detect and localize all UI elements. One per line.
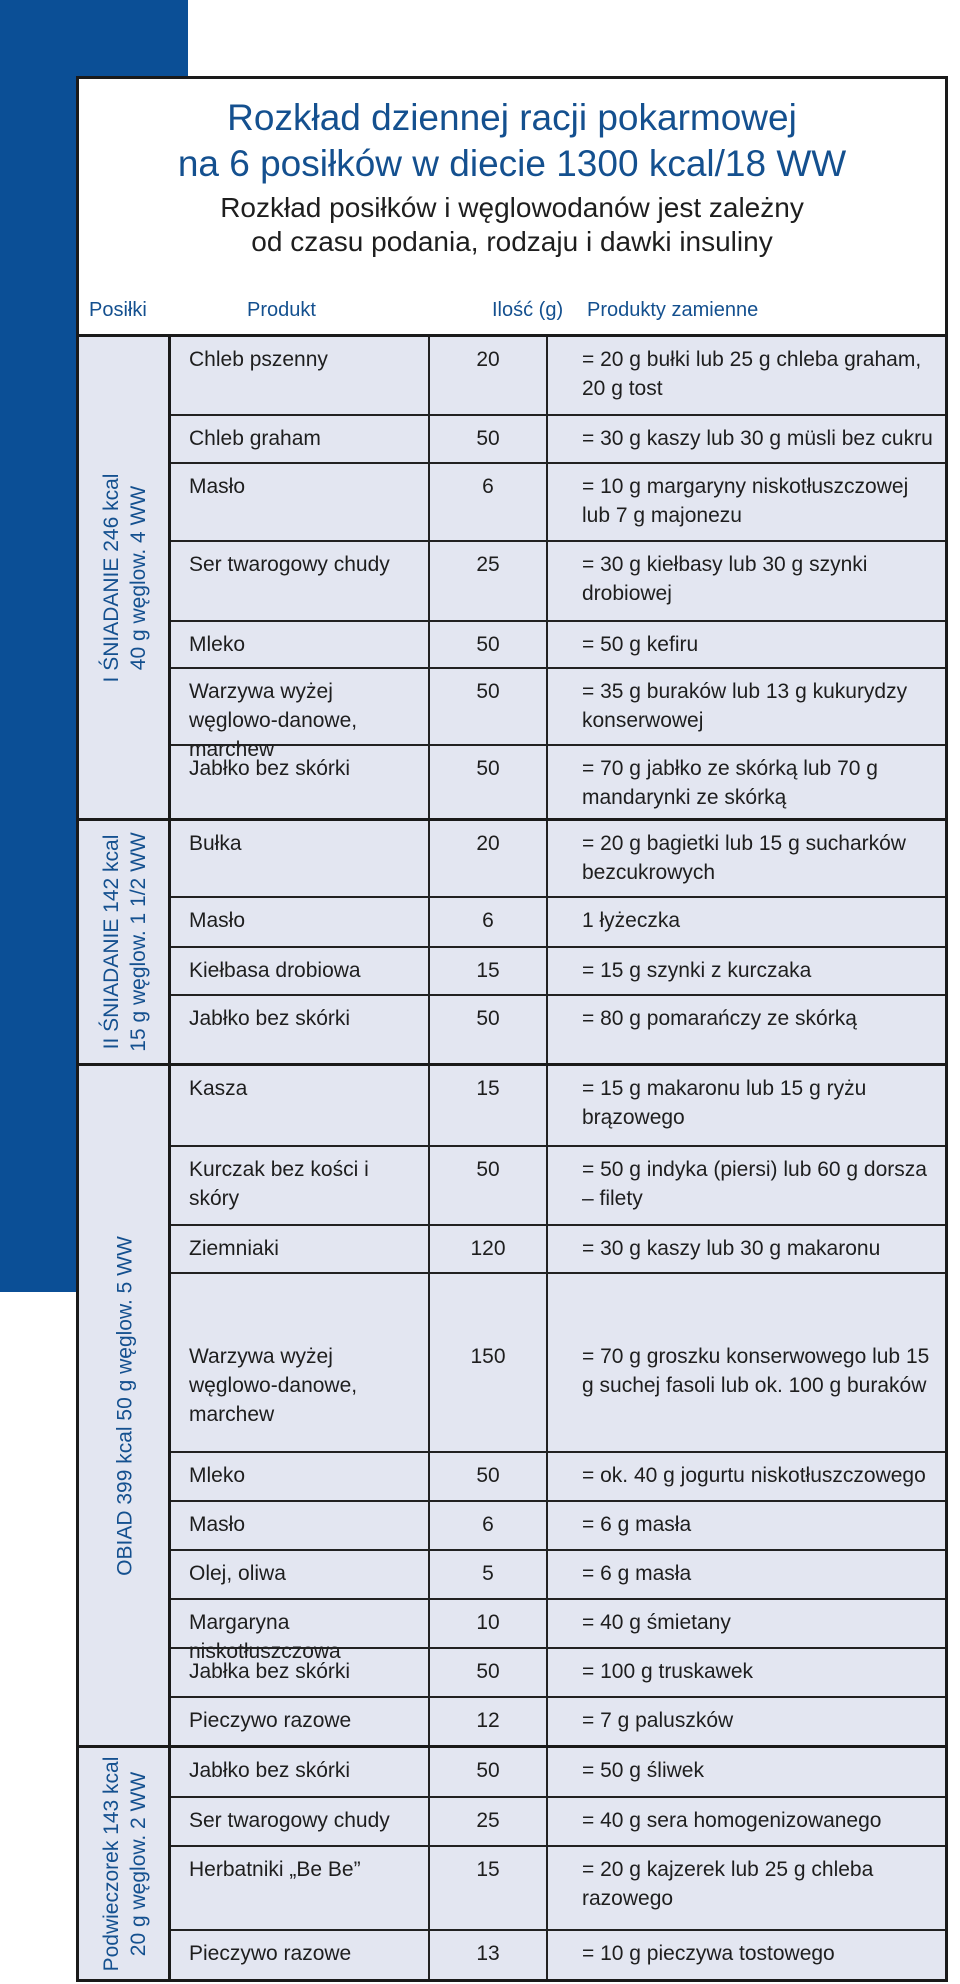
replacement-cell: = 40 g sera homogenizowanego bbox=[582, 1809, 882, 1832]
meal-label-line-1: OBIAD 399 kcal 50 g węglow. 5 WW bbox=[113, 1235, 137, 1576]
product-cell: Chleb graham bbox=[189, 427, 321, 450]
replacement-cell: = 100 g truskawek bbox=[582, 1660, 754, 1683]
table-row bbox=[171, 1748, 945, 1796]
replacement-cell: = 20 g kajzerek lub 25 g chleba razowego bbox=[582, 1858, 874, 1910]
header-meals: Posiłki bbox=[89, 299, 147, 321]
product-cell: Mleko bbox=[189, 1464, 246, 1487]
meal-label-cell bbox=[79, 1066, 171, 1745]
qty-cell: 50 bbox=[476, 1007, 500, 1030]
qty-cell: 50 bbox=[476, 1464, 500, 1487]
table-row bbox=[171, 337, 945, 414]
table-row bbox=[171, 896, 945, 948]
qty-cell: 25 bbox=[476, 553, 500, 576]
header-qty: Ilość (g) bbox=[492, 299, 564, 321]
meal-label bbox=[112, 1236, 139, 1576]
product-cell: Ser twarogowy chudy bbox=[189, 553, 390, 576]
qty-cell: 25 bbox=[476, 1809, 500, 1832]
qty-cell: 6 bbox=[482, 475, 494, 498]
replacement-cell: = 20 g bagietki lub 15 g sucharków bezcukrowych bbox=[582, 832, 906, 884]
product-cell: Pieczywo razowe bbox=[189, 1709, 352, 1732]
qty-cell: 50 bbox=[476, 680, 500, 703]
meal-label-line-1: II ŚNIADANIE 142 kcal bbox=[100, 834, 123, 1050]
product-cell: Jabłko bez skórki bbox=[189, 1759, 351, 1782]
table-row bbox=[171, 462, 945, 542]
product-cell: Chleb pszenny bbox=[189, 348, 328, 371]
qty-cell: 50 bbox=[476, 1158, 500, 1181]
table-row bbox=[171, 1066, 945, 1145]
table-row bbox=[171, 1224, 945, 1274]
table-row bbox=[171, 1845, 945, 1931]
meal-label-line-1: Podwieczorek 143 kcal bbox=[100, 1756, 123, 1971]
qty-cell: 15 bbox=[476, 959, 500, 982]
meal-label-line-1: I ŚNIADANIE 246 kcal bbox=[100, 473, 123, 682]
subtitle-line-1: Rozkład posiłków i węglowodanów jest zależny bbox=[220, 192, 804, 223]
table-row bbox=[171, 1598, 945, 1663]
qty-cell: 50 bbox=[476, 427, 500, 450]
meal-rows bbox=[171, 821, 945, 1063]
table-row bbox=[171, 667, 945, 761]
table-row bbox=[171, 1549, 945, 1600]
meal-label-cell bbox=[79, 337, 171, 818]
qty-cell: 50 bbox=[476, 1660, 500, 1683]
product-cell: Warzywa wyżej węglowo-danowe, marchew bbox=[189, 1345, 358, 1426]
title-line-1: Rozkład dziennej racji pokarmowej bbox=[227, 97, 797, 138]
replacement-cell: = 10 g pieczywa tostowego bbox=[582, 1942, 835, 1965]
table-row bbox=[171, 1272, 945, 1453]
replacement-cell: = 80 g pomarańczy ze skórką bbox=[582, 1007, 857, 1030]
qty-cell: 15 bbox=[476, 1077, 500, 1100]
qty-cell: 20 bbox=[476, 348, 500, 371]
product-cell: Mleko bbox=[189, 633, 246, 656]
title-box bbox=[79, 79, 945, 334]
product-cell: Olej, oliwa bbox=[189, 1562, 286, 1585]
meal-label bbox=[98, 832, 152, 1051]
subtitle-line-2: od czasu podania, rodzaju i dawki insuliny bbox=[251, 226, 773, 257]
meal-label bbox=[98, 1756, 152, 1971]
qty-cell: 12 bbox=[476, 1709, 500, 1732]
qty-cell: 20 bbox=[476, 832, 500, 855]
replacement-cell: = 70 g groszku konserwowego lub 15 g suchej fasoli lub ok. 100 g buraków bbox=[582, 1345, 930, 1397]
qty-cell: 13 bbox=[476, 1942, 500, 1965]
product-cell: Herbatniki „Be Be” bbox=[189, 1858, 361, 1881]
meal-label-line-2: 20 g węglow. 2 WW bbox=[127, 1771, 150, 1956]
product-cell: Masło bbox=[189, 1513, 246, 1536]
product-cell: Pieczywo razowe bbox=[189, 1942, 352, 1965]
meal-label bbox=[98, 473, 152, 682]
meal-rows bbox=[171, 337, 945, 818]
replacement-cell: = 30 g kaszy lub 30 g müsli bez cukru bbox=[582, 427, 933, 450]
product-cell: Jabłko bez skórki bbox=[189, 757, 351, 780]
table-row bbox=[171, 1500, 945, 1551]
table-row bbox=[171, 1796, 945, 1847]
meal-label-line-2: 40 g węglow. 4 WW bbox=[127, 485, 150, 670]
table-row bbox=[171, 1696, 945, 1747]
replacement-cell: = 40 g śmietany bbox=[582, 1611, 731, 1634]
meal-label-cell bbox=[79, 821, 171, 1063]
replacement-cell: = 50 g kefiru bbox=[582, 633, 699, 656]
meal-section-snack bbox=[79, 1748, 945, 1979]
replacement-cell: = 30 g kaszy lub 30 g makaronu bbox=[582, 1237, 881, 1260]
table-row bbox=[171, 744, 945, 820]
replacement-cell: 1 łyżeczka bbox=[582, 909, 681, 932]
table-row bbox=[171, 946, 945, 996]
header-replacements: Produkty zamienne bbox=[587, 299, 759, 321]
meal-section-lunch bbox=[79, 1066, 945, 1745]
replacement-cell: = 7 g paluszków bbox=[582, 1709, 734, 1732]
table-row bbox=[171, 1929, 945, 1981]
replacement-cell: = ok. 40 g jogurtu niskotłuszczowego bbox=[582, 1464, 926, 1487]
product-cell: Masło bbox=[189, 909, 246, 932]
replacement-cell: = 6 g masła bbox=[582, 1562, 692, 1585]
table-row bbox=[171, 1145, 945, 1226]
product-cell: Ziemniaki bbox=[189, 1237, 279, 1260]
replacement-cell: = 70 g jabłko ze skórką lub 70 g mandarynki ze skórką bbox=[582, 757, 878, 809]
replacement-cell: = 50 g śliwek bbox=[582, 1759, 704, 1782]
meal-rows bbox=[171, 1066, 945, 1745]
meal-section-breakfast-1 bbox=[79, 337, 945, 818]
product-cell: Kiełbasa drobiowa bbox=[189, 959, 361, 982]
product-cell: Jabłko bez skórki bbox=[189, 1007, 351, 1030]
table-row bbox=[171, 994, 945, 1065]
qty-cell: 50 bbox=[476, 757, 500, 780]
table-row bbox=[171, 414, 945, 464]
product-cell: Masło bbox=[189, 475, 246, 498]
table-row bbox=[171, 1451, 945, 1502]
table-row bbox=[171, 1647, 945, 1698]
product-cell: Bułka bbox=[189, 832, 242, 855]
table-row bbox=[171, 821, 945, 896]
replacement-cell: = 35 g buraków lub 13 g kukurydzy konserwowej bbox=[582, 680, 908, 732]
qty-cell: 150 bbox=[470, 1345, 506, 1368]
table-row bbox=[171, 620, 945, 669]
qty-cell: 50 bbox=[476, 633, 500, 656]
replacement-cell: = 15 g szynki z kurczaka bbox=[582, 959, 812, 982]
header-product: Produkt bbox=[247, 299, 316, 321]
qty-cell: 120 bbox=[470, 1237, 506, 1260]
replacement-cell: = 6 g masła bbox=[582, 1513, 692, 1536]
qty-cell: 5 bbox=[482, 1562, 494, 1585]
qty-cell: 6 bbox=[482, 909, 494, 932]
product-cell: Kurczak bez kości i skóry bbox=[189, 1158, 369, 1210]
qty-cell: 50 bbox=[476, 1759, 500, 1782]
meal-section-breakfast-2 bbox=[79, 821, 945, 1063]
qty-cell: 10 bbox=[476, 1611, 500, 1634]
replacement-cell: = 10 g margaryny niskotłuszczowej lub 7 g majonezu bbox=[582, 475, 909, 527]
product-cell: Ser twarogowy chudy bbox=[189, 1809, 390, 1832]
product-cell: Margaryna niskotłuszczowa bbox=[189, 1611, 341, 1663]
qty-cell: 6 bbox=[482, 1513, 494, 1536]
replacement-cell: = 30 g kiełbasy lub 30 g szynki drobiowej bbox=[582, 553, 868, 605]
product-cell: Jabłka bez skórki bbox=[189, 1660, 351, 1683]
title-line-2: na 6 posiłków w diecie 1300 kcal/18 WW bbox=[177, 143, 847, 184]
product-cell: Warzywa wyżej węglowo-danowe, marchew bbox=[189, 680, 358, 761]
replacement-cell: = 20 g bułki lub 25 g chleba graham, 20 g tost bbox=[582, 348, 922, 400]
diet-table bbox=[76, 76, 948, 1982]
table-row bbox=[171, 540, 945, 622]
meal-rows bbox=[171, 1748, 945, 1979]
replacement-cell: = 50 g indyka (piersi) lub 60 g dorsza – filety bbox=[582, 1158, 927, 1210]
meal-label-cell bbox=[79, 1748, 171, 1979]
product-cell: Kasza bbox=[189, 1077, 248, 1100]
replacement-cell: = 15 g makaronu lub 15 g ryżu brązowego bbox=[582, 1077, 867, 1129]
meal-label-line-2: 15 g węglow. 1 1/2 WW bbox=[127, 832, 150, 1052]
qty-cell: 15 bbox=[476, 1858, 500, 1881]
